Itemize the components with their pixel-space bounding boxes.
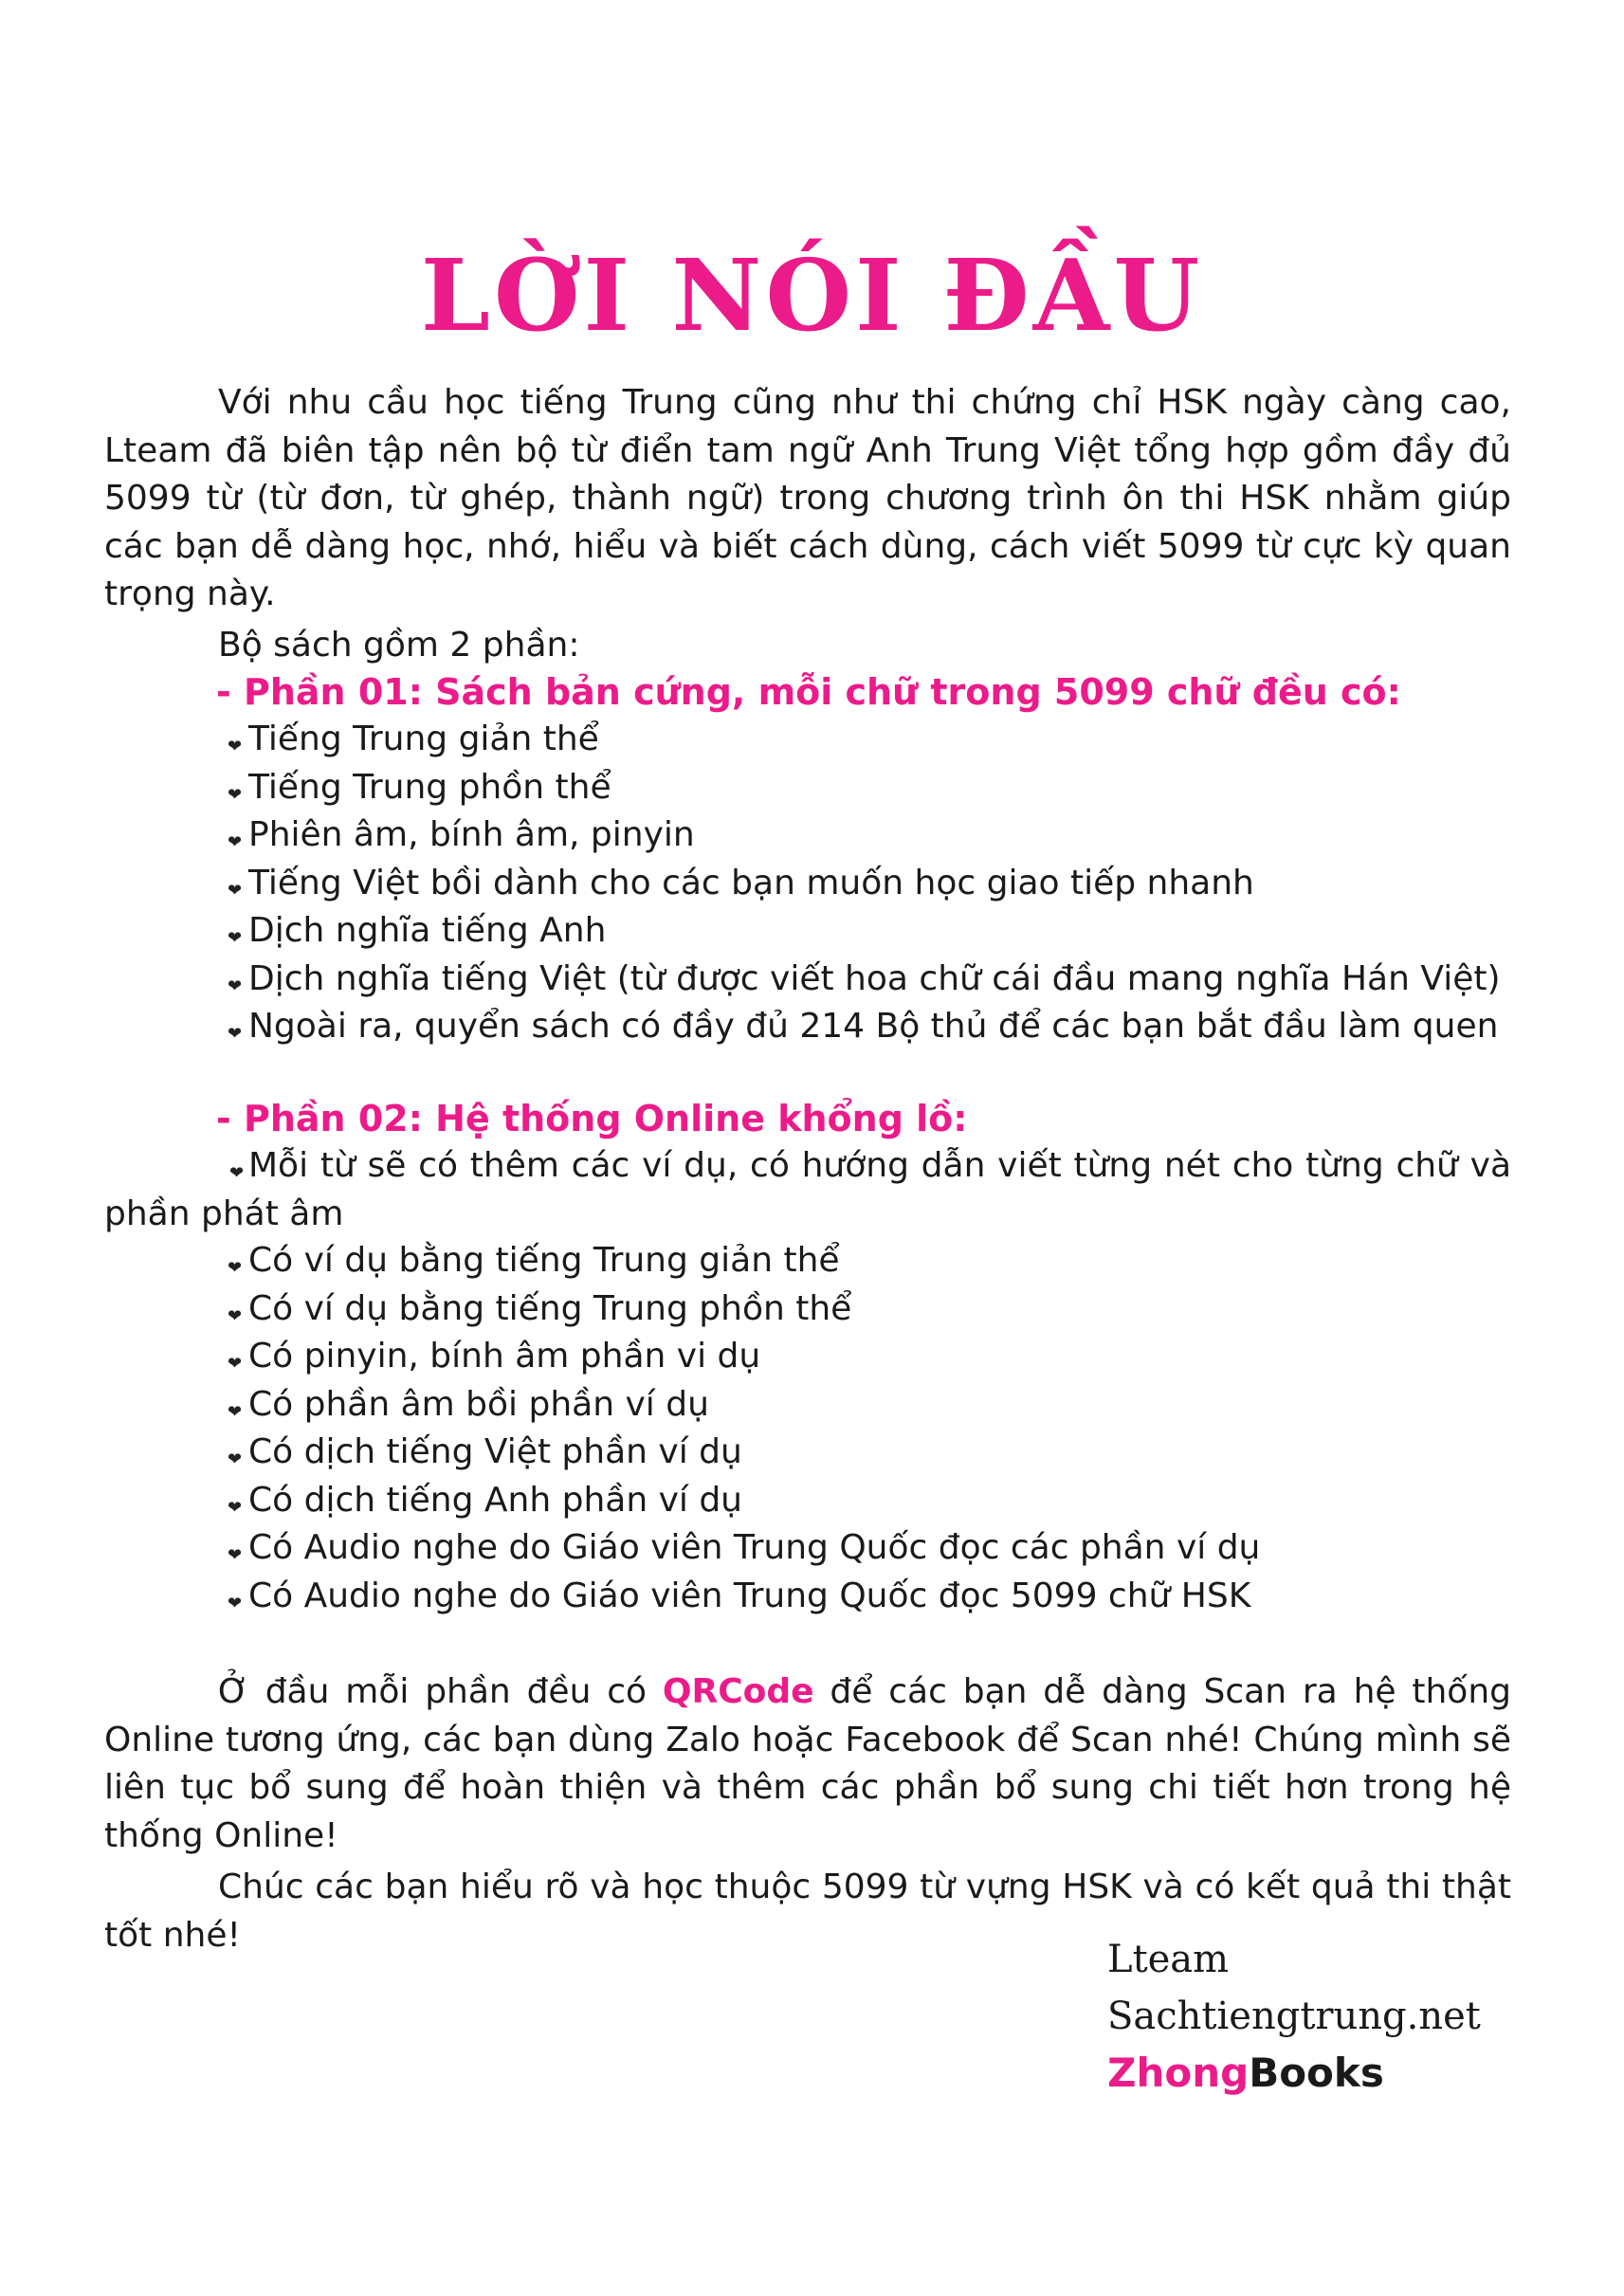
list-item [228,907,1501,956]
list-item-text: Có ví dụ bằng tiếng Trung phồn thể [248,1288,852,1328]
signature-block [1107,1931,1481,2102]
list-item [228,1573,1260,1621]
lead-text: Bộ sách gồm 2 phần: [218,626,580,665]
list-item-text: Dịch nghĩa tiếng Việt (từ được viết hoa chữ cái đầu mang nghĩa Hán Việt) [248,958,1501,998]
list-item-text: Dịch nghĩa tiếng Anh [248,911,607,950]
list-item [228,1429,1260,1477]
list-item [228,764,1501,812]
part1-list [228,716,1501,1051]
team-name: Lteam [1107,1938,1230,1981]
list-item-text: Có ví dụ bằng tiếng Trung giản thể [248,1241,840,1280]
closing-paragraph-wishes: Chúc các bạn hiểu rõ và học thuộc 5099 từ vựng HSK và có kết quả thi thật tốt nhé! [104,1868,1511,1955]
intro-paragraph [104,379,1511,619]
heart-bullet-icon: ❤ [228,832,243,852]
list-item [228,1333,1260,1381]
list-item-text: Tiếng Trung giản thể [248,720,599,758]
intro-text: Với nhu cầu học tiếng Trung cũng như thi chứng chỉ HSK ngày càng cao, Lteam đã biên tập nên bộ từ điển tam ngữ Anh Trung Việt tổng hợp gồm đầy đủ 5099 từ (từ đơn, từ ghép, thành ngữ) trong chương trình ôn thi HSK nhằm giúp các bạn dễ dàng học, nhớ, hiểu và biết cách dùng, cách viết 5099 từ cực kỳ quan trọng này. [104,383,1511,613]
heart-bullet-icon: ❤ [228,1449,243,1469]
part2-first-item [104,1142,1511,1238]
qrcode-highlight: QRCode [662,1672,814,1711]
list-item [228,1381,1260,1430]
list-item-text: Có phần âm bồi phần ví dụ [248,1384,709,1424]
heart-bullet-icon: ❤ [228,1354,243,1374]
list-item-text: Phiên âm, bính âm, pinyin [248,815,695,854]
heart-bullet-icon: ❤ [228,928,243,948]
list-item [228,811,1501,860]
heart-bullet-icon: ❤ [228,1497,243,1518]
heart-bullet-icon: ❤ [228,1545,243,1565]
list-item [228,860,1501,908]
heart-bullet-icon: ❤ [228,784,243,805]
list-item-text: Ngoài ra, quyển sách có đầy đủ 214 Bộ thủ để các bạn bắt đầu làm quen [248,1007,1499,1046]
list-item [228,1003,1501,1051]
list-item [228,716,1501,764]
website-name: Sachtiengtrung.net [1107,1995,1481,2038]
list-item [228,1477,1260,1525]
heart-bullet-icon: ❤ [228,1401,243,1422]
heart-bullet-icon: ❤ [228,1305,243,1326]
list-item [228,1524,1261,1573]
list-item-text: Tiếng Việt bồi dành cho các bạn muốn học giao tiếp nhanh [248,863,1254,902]
heart-bullet-icon: ❤ [228,1258,243,1278]
list-item [228,1285,1260,1334]
list-item-text: Tiếng Trung phồn thể [248,767,611,807]
list-item-text: Có dịch tiếng Việt phần ví dụ [248,1432,742,1471]
closing-paragraph-qrcode: Ở đầu mỗi phần đều có QRCode để các bạn dễ dàng Scan ra hệ thống Online tương ứng, các bạn dùng Zalo hoặc Facebook để Scan nhé! Chúng mình sẽ liên tục bổ sung để hoàn thiện và thêm các phần bổ sung chi tiết hơn trong hệ thống Online! [104,1672,1511,1855]
list-item-text: Có dịch tiếng Anh phần ví dụ [248,1480,742,1520]
heart-bullet-icon: ❤ [228,737,243,756]
heart-bullet-icon: ❤ [229,1163,245,1183]
heart-bullet-icon: ❤ [228,880,243,901]
part2-heading: - Phần 02: Hệ thống Online khổng lồ: [216,1098,968,1139]
list-item [228,956,1501,1004]
page-title: LỜI NÓI ĐẦU [420,236,1204,354]
list-item-text: Có Audio nghe do Giáo viên Trung Quốc đọc 5099 chữ HSK [248,1576,1251,1615]
list-item-text: Mỗi từ sẽ có thêm các ví dụ, có hướng dẫn viết từng nét cho từng chữ và phần phát âm [104,1146,1511,1233]
heart-bullet-icon: ❤ [228,1593,243,1613]
list-item-text: Có pinyin, bính âm phần vi dụ [248,1337,761,1376]
heart-bullet-icon: ❤ [228,975,243,996]
heart-bullet-icon: ❤ [228,1024,243,1044]
closing-section [104,1668,1511,1959]
part1-heading: - Phần 01: Sách bản cứng, mỗi chữ trong 5099 chữ đều có: [216,671,1401,713]
part2-list [228,1237,1261,1620]
list-item [228,1237,1260,1285]
list-item-text: Có Audio nghe do Giáo viên Trung Quốc đọc các phần ví dụ [248,1528,1261,1567]
brand-logo: ZhongBooks [1107,2050,1384,2096]
